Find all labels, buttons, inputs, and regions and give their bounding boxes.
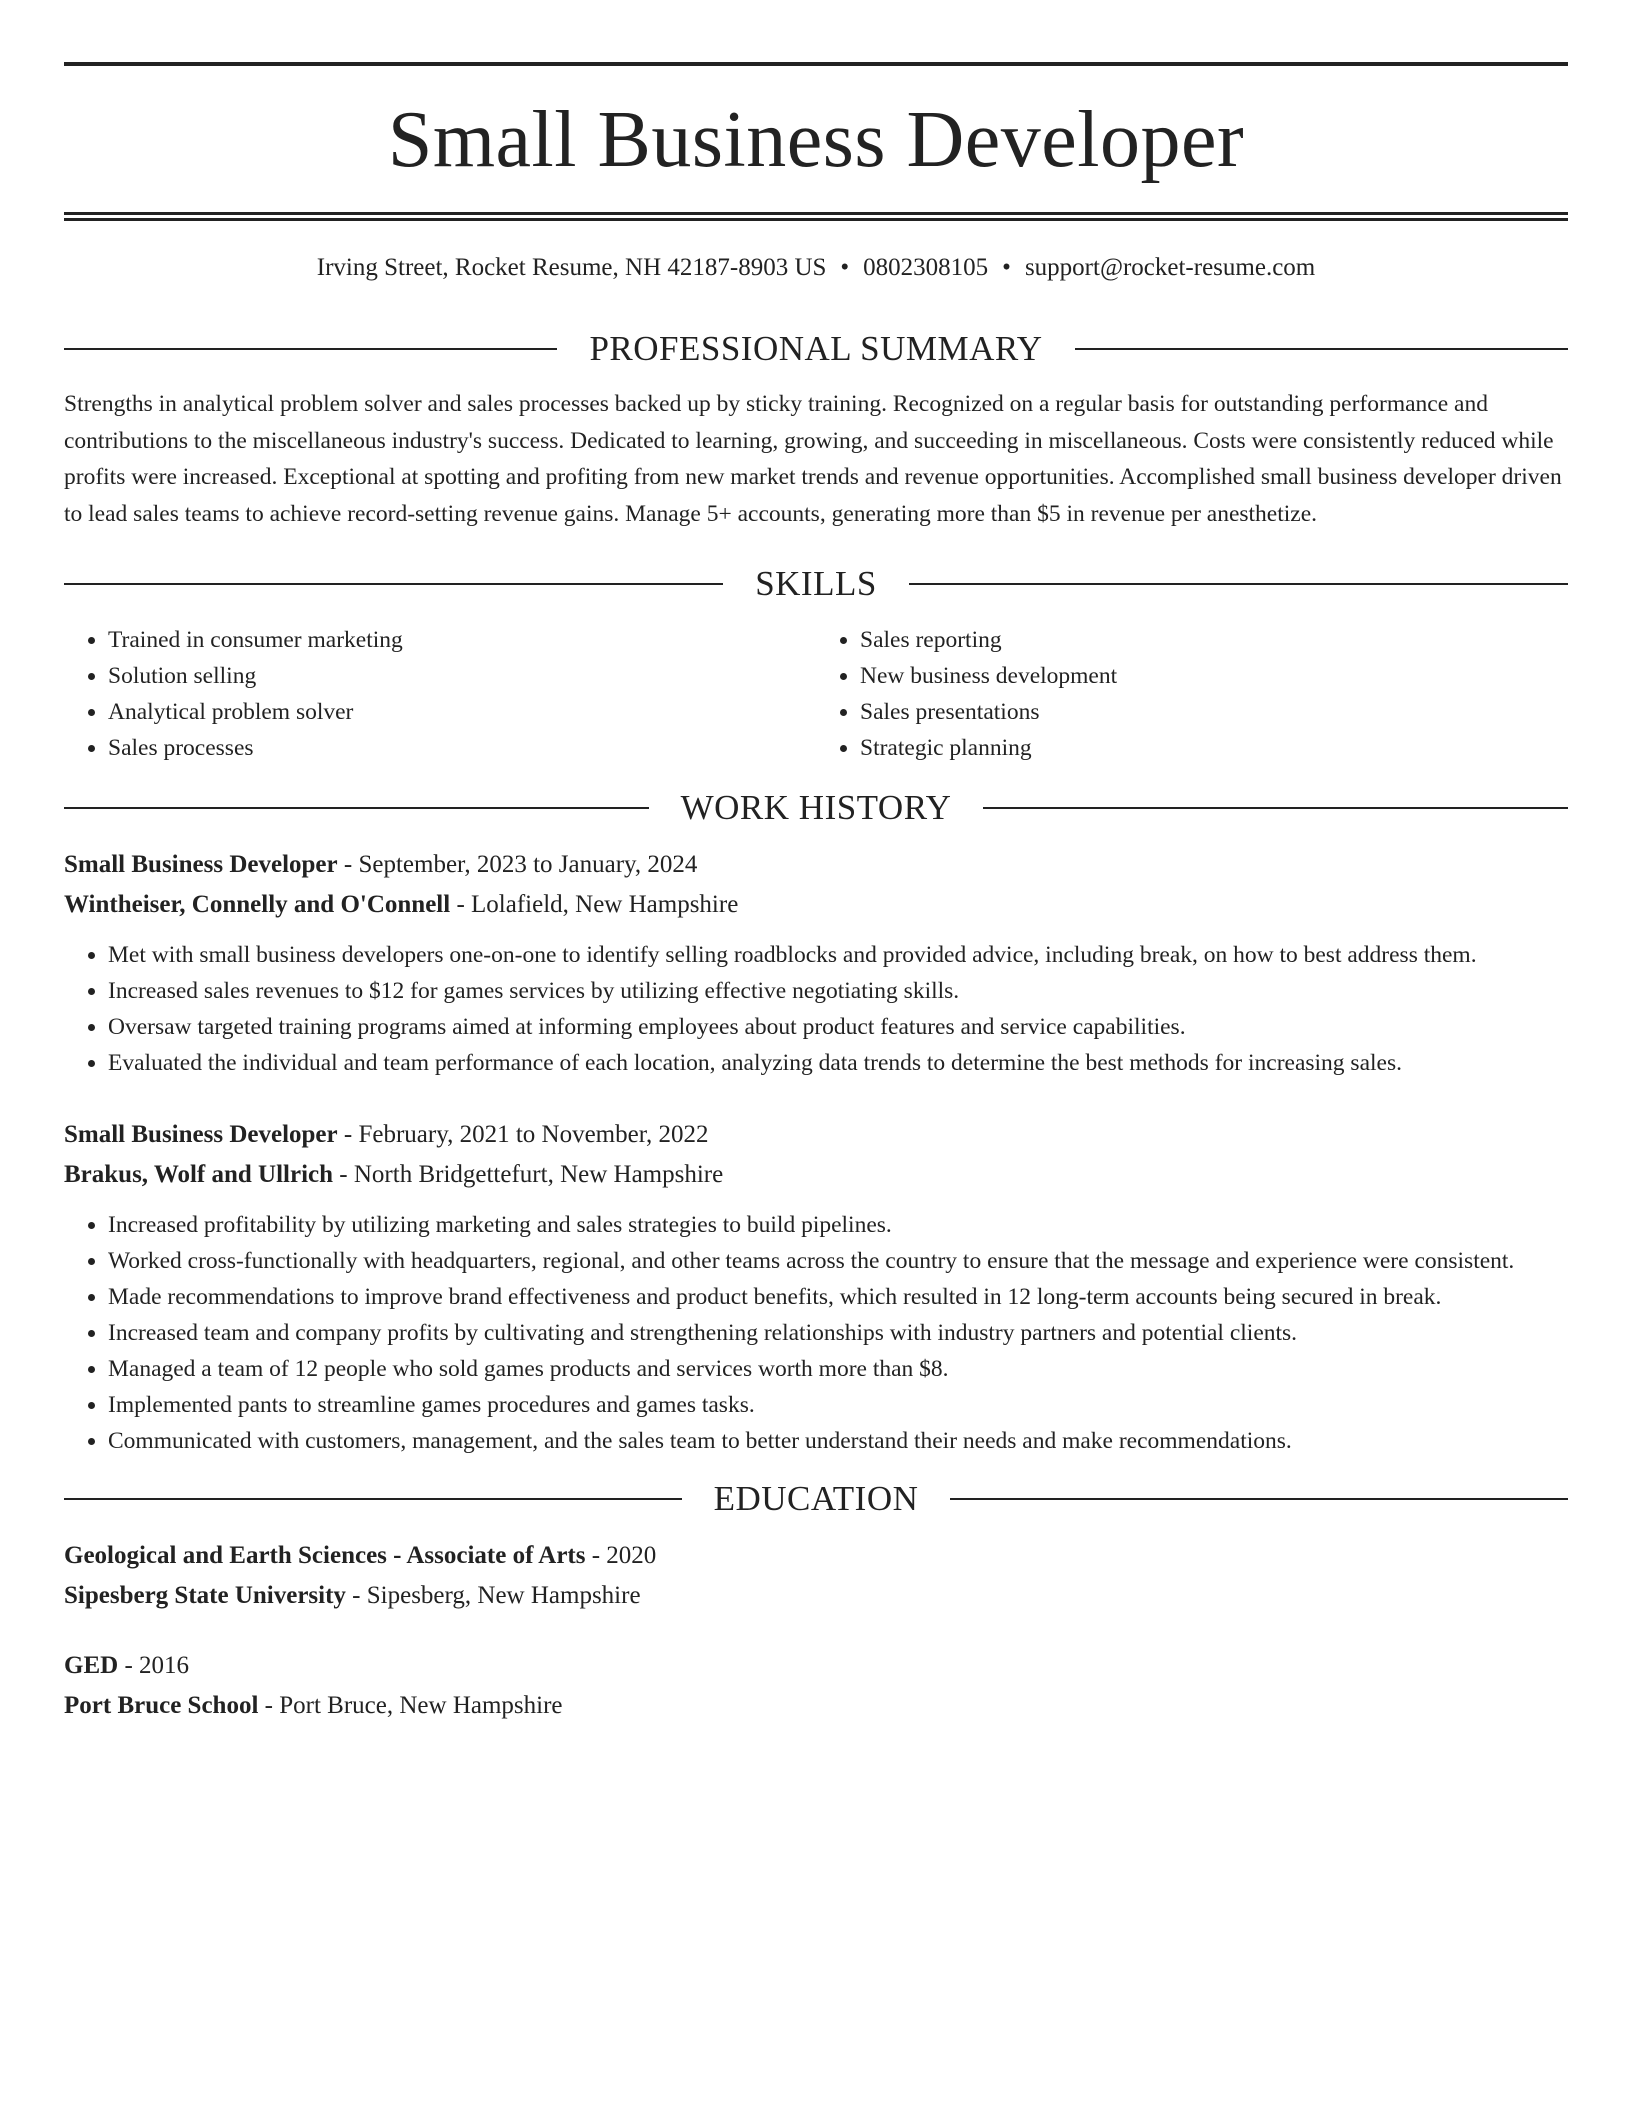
job-dates: - September, 2023 to January, 2024 [337,851,698,878]
skill-item: • Strategic planning [860,730,1568,766]
job-location: - Lolafield, New Hampshire [450,891,739,918]
education-degree: GED [64,1652,119,1679]
skills-heading-label: SKILLS [755,564,877,603]
job-company-line [64,1155,1568,1195]
job-dates: - February, 2021 to November, 2022 [337,1121,709,1148]
job-bullets [64,937,1568,1081]
resume-page [64,62,1568,1726]
education-school-line [64,1576,1568,1616]
education-degree: Geological and Earth Sciences - Associate of Arts [64,1542,586,1569]
summary-heading-label: PROFESSIONAL SUMMARY [589,329,1043,368]
skills-heading [64,566,1568,601]
job-title-line [64,845,1568,885]
job-company: Brakus, Wolf and Ullrich [64,1161,334,1188]
skill-item: • Sales presentations [860,694,1568,730]
contact-line [64,253,1568,283]
summary-text: Strengths in analytical problem solver and sales processes backed up by sticky training. Recognized on a regular basis for outstanding performance and contributions to the miscellaneous industry's success. Dedicated to learning, growing, and succeeding in miscellaneous. Costs were consistently reduced while profits were increased. Exceptional at spotting and profiting from new market trends and revenue opportunities. Accomplished small business developer driven to lead sales teams to achieve record-setting revenue gains. Manage 5+ accounts, generating more than $5 in revenue per anesthetize. [64,391,1562,527]
job-bullet: • Increased sales revenues to $12 for games services by utilizing effective negotiating skills. [108,973,1568,1009]
education-degree-line [64,1646,1568,1686]
skill-item: • Trained in consumer marketing [108,622,816,658]
job-bullet: • Communicated with customers, management, and the sales team to better understand their needs and make recommendations. [108,1423,1568,1459]
skill-item: • Solution selling [108,658,816,694]
education-school: Sipesberg State University [64,1582,346,1609]
job-location: - North Bridgettefurt, New Hampshire [333,1161,724,1188]
contact-email: support@rocket-resume.com [1024,254,1316,281]
contact-phone: 0802308105 [863,254,989,281]
contact-separator: • [1002,254,1011,281]
job-entry [64,845,1568,1081]
education-year: - 2020 [585,1542,657,1569]
job-bullet: • Increased team and company profits by cultivating and strengthening relationships with industry partners and potential clients. [108,1315,1568,1351]
skill-item: • Analytical problem solver [108,694,816,730]
summary-heading [64,331,1568,366]
heading-rule [64,1498,682,1500]
skill-item: • Sales processes [108,730,816,766]
job-bullet: • Made recommendations to improve brand effectiveness and product benefits, which resulted in 12 long-term accounts being secured in break. [108,1279,1568,1315]
heading-rule [1075,348,1568,350]
job-bullet: • Met with small business developers one-on-one to identify selling roadblocks and provided advice, including break, on how to best address them. [108,937,1568,973]
heading-rule [983,807,1568,809]
education-entry [64,1536,1568,1616]
skills-list [64,622,1568,766]
job-bullet: • Worked cross-functionally with headquarters, regional, and other teams across the country to ensure that the message and experience were consistent. [108,1243,1568,1279]
title-double-rule [64,212,1568,221]
job-entry [64,1115,1568,1459]
job-title: Small Business Developer [64,1121,338,1148]
top-rule [64,62,1568,66]
education-location: - Sipesberg, New Hampshire [345,1582,641,1609]
job-bullet: • Oversaw targeted training programs aimed at informing employees about product features and service capabilities. [108,1009,1568,1045]
skill-item: • New business development [860,658,1568,694]
job-bullet: • Managed a team of 12 people who sold games products and services worth more than $8. [108,1351,1568,1387]
work-heading-label: WORK HISTORY [680,788,952,827]
education-year: - 2016 [118,1652,190,1679]
job-title-line [64,1115,1568,1155]
skills-column-left [64,622,816,766]
job-bullet: • Implemented pants to streamline games procedures and games tasks. [108,1387,1568,1423]
contact-address: Irving Street, Rocket Resume, NH 42187-8903 US [316,254,827,281]
work-heading [64,790,1568,825]
heading-rule [909,583,1568,585]
education-school-line [64,1686,1568,1726]
education-heading-label: EDUCATION [713,1479,919,1518]
job-company-line [64,885,1568,925]
education-degree-line [64,1536,1568,1576]
heading-rule [64,583,723,585]
education-heading [64,1481,1568,1516]
heading-rule [64,807,649,809]
education-entry [64,1646,1568,1726]
job-bullet: • Increased profitability by utilizing marketing and sales strategies to build pipelines. [108,1207,1568,1243]
education-school: Port Bruce School [64,1692,259,1719]
heading-rule [64,348,557,350]
job-bullets [64,1207,1568,1459]
resume-title: Small Business Developer [387,96,1245,184]
skill-item: • Sales reporting [860,622,1568,658]
skills-column-right [816,622,1568,766]
contact-separator: • [840,254,850,281]
job-title: Small Business Developer [64,851,338,878]
job-company: Wintheiser, Connelly and O'Connell [64,891,451,918]
heading-rule [950,1498,1568,1500]
education-location: - Port Bruce, New Hampshire [258,1692,563,1719]
job-bullet: • Evaluated the individual and team performance of each location, analyzing data trends to determine the best methods for increasing sales. [108,1045,1568,1081]
